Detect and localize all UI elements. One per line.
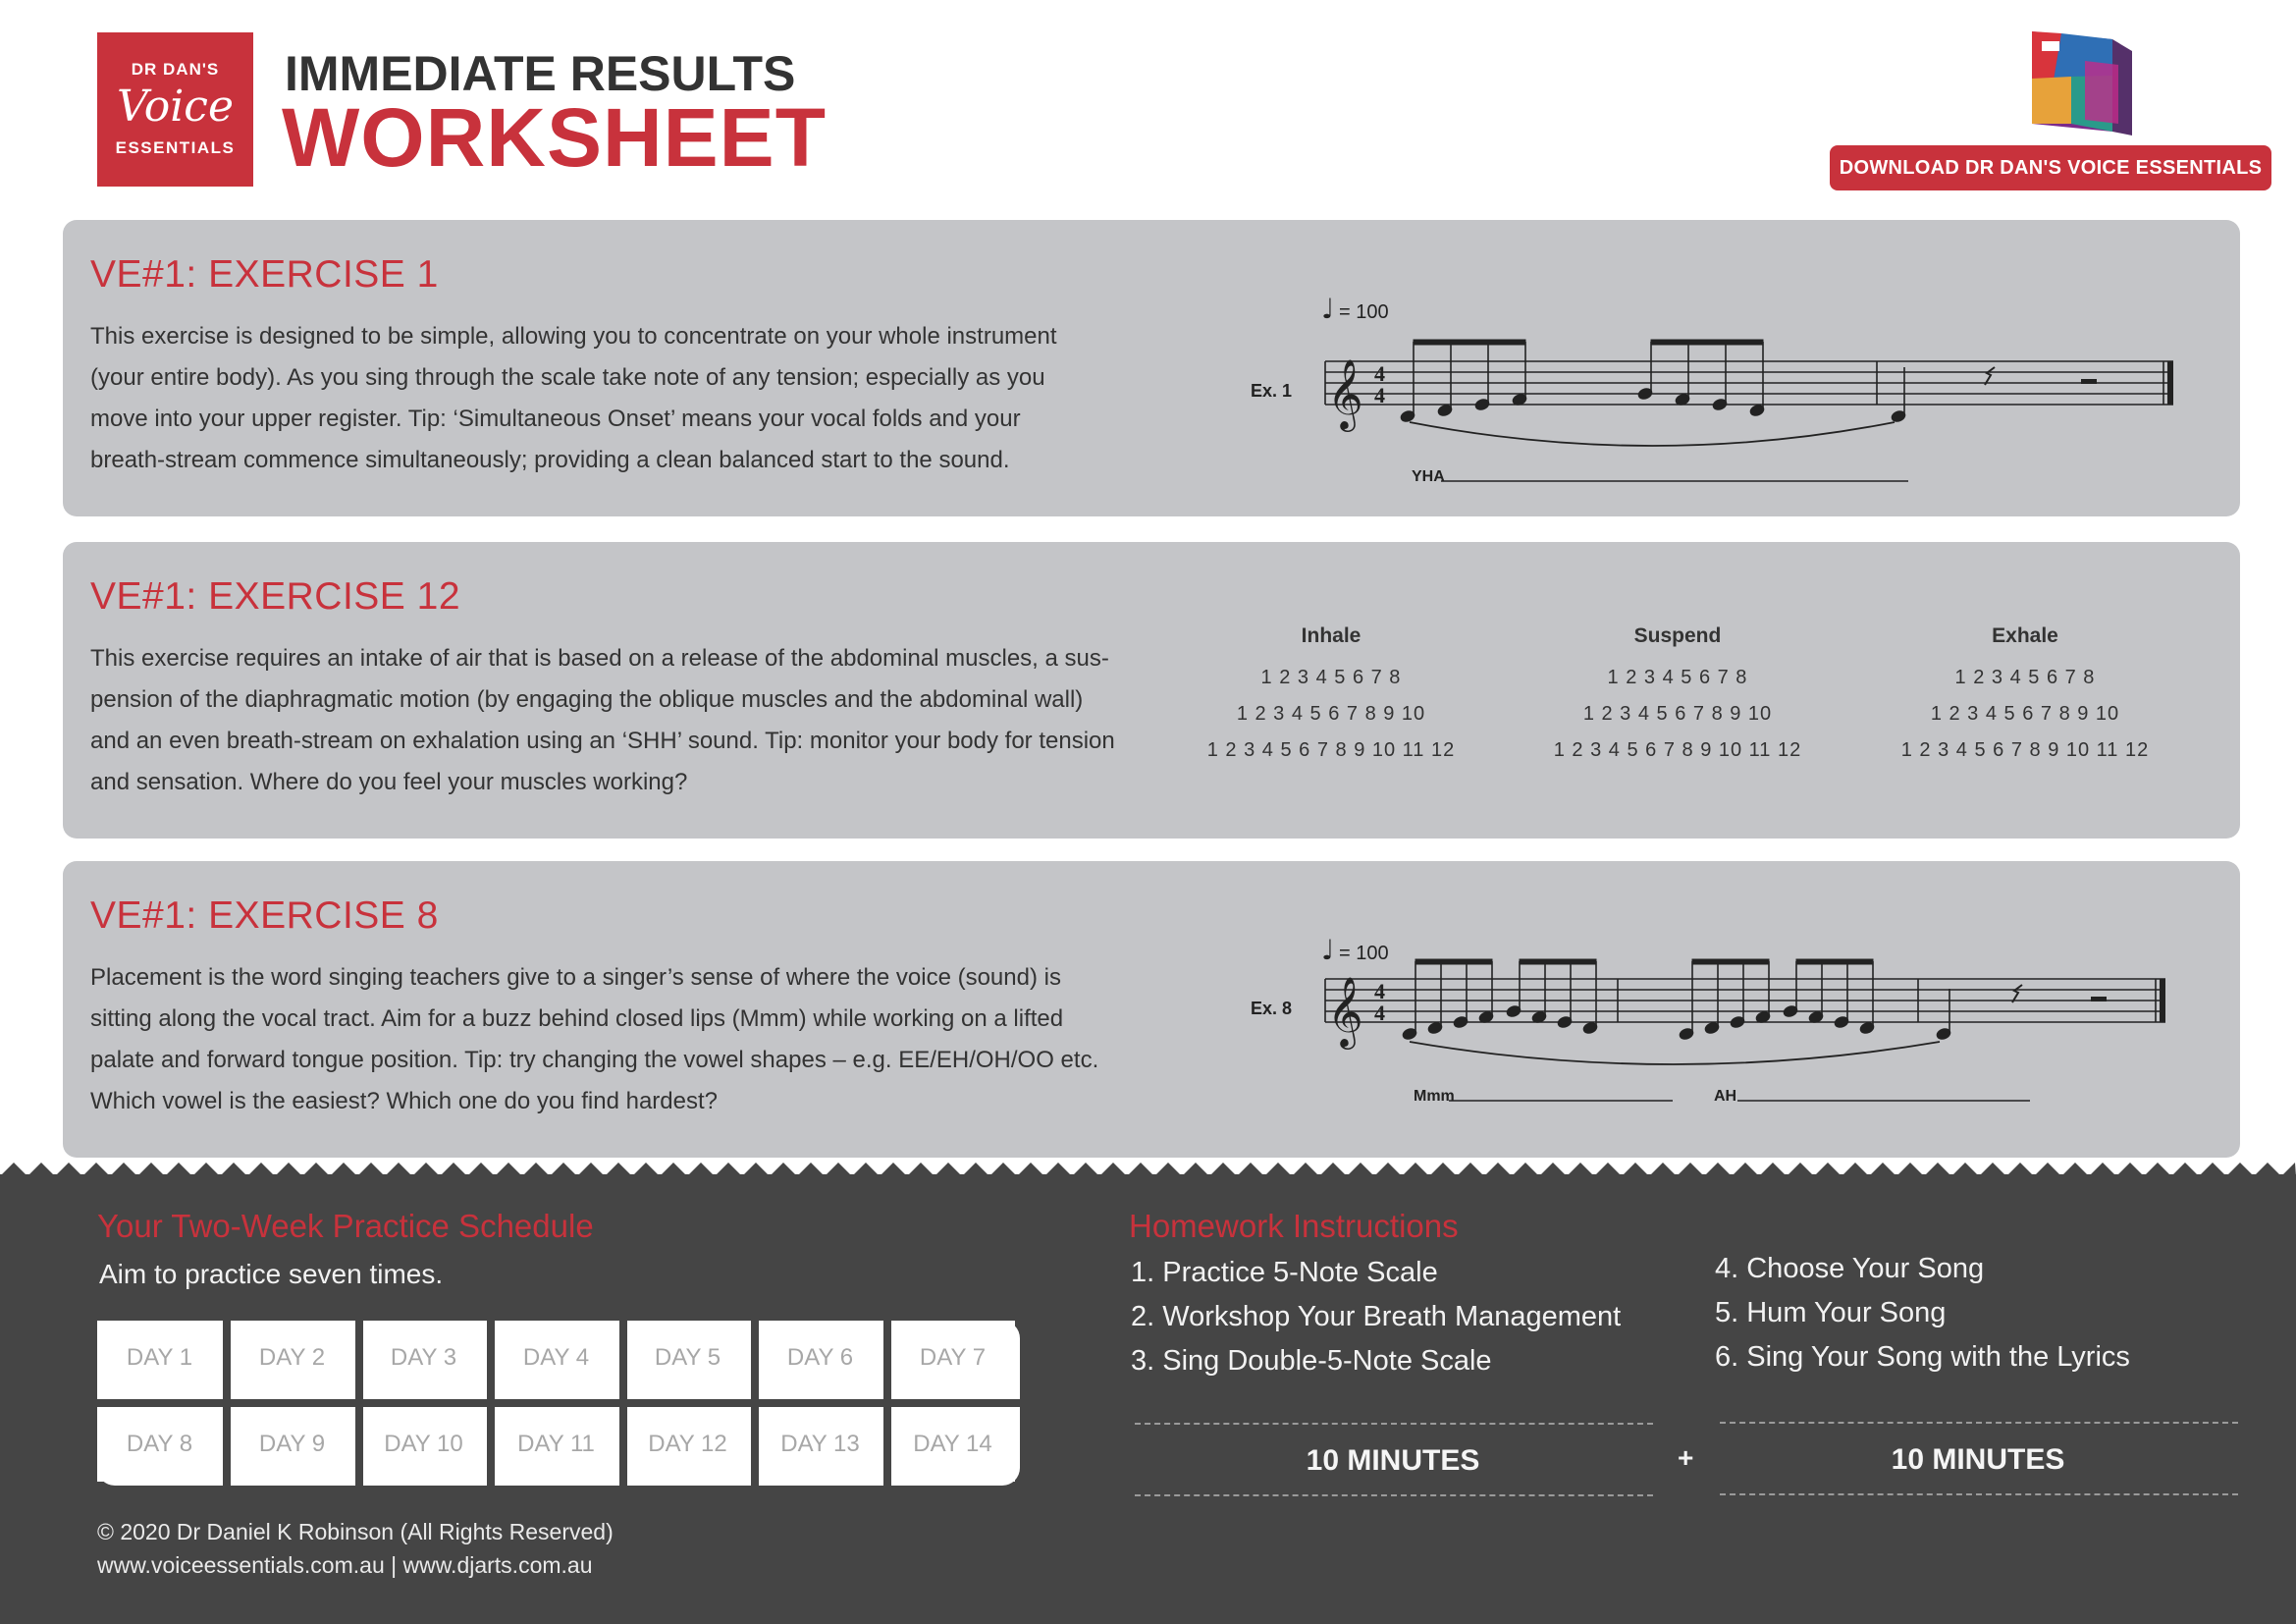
exhale-count-12: 1 2 3 4 5 6 7 8 9 10 11 12 <box>1900 739 2150 761</box>
svg-text:4: 4 <box>1374 361 1385 386</box>
zigzag-edge <box>0 1161 2296 1176</box>
day-6-cell[interactable]: DAY 6 <box>758 1321 882 1395</box>
exercise-1-line-2: (your entire body). As you sing through the scale take note of any tension; especially as you <box>90 364 1045 391</box>
download-button[interactable]: DOWNLOAD DR DAN'S VOICE ESSENTIALS <box>1830 145 2271 190</box>
homework-item-6: 6. Sing Your Song with the Lyrics <box>1715 1341 2130 1373</box>
day-7-cell[interactable]: DAY 7 <box>890 1321 1015 1395</box>
homework-item-5: 5. Hum Your Song <box>1715 1297 1947 1328</box>
lyric-label: YHA <box>1412 468 1445 485</box>
exercise-12-title: VE#1: EXERCISE 12 <box>90 575 461 618</box>
logo-line-1: DR DAN'S <box>131 60 220 79</box>
inhale-count-8: 1 2 3 4 5 6 7 8 <box>1260 667 1402 688</box>
exercise-8-line-2: sitting along the vocal tract. Aim for a buzz behind closed lips (Mmm) while working on a lifted <box>90 1005 1064 1032</box>
lyric-label-mmm: Mmm <box>1414 1088 1455 1105</box>
exhale-count-8: 1 2 3 4 5 6 7 8 <box>1954 667 2096 688</box>
homework-item-4: 4. Choose Your Song <box>1715 1253 1985 1284</box>
exercise-1-title: VE#1: EXERCISE 1 <box>90 253 439 296</box>
dashed-divider <box>1720 1493 2238 1495</box>
homework-item-1: 1. Practice 5-Note Scale <box>1131 1257 1438 1288</box>
day-8-cell[interactable]: DAY 8 <box>97 1407 222 1482</box>
product-box-image[interactable] <box>2002 22 2150 137</box>
suspend-column <box>1530 624 1825 769</box>
homework-item-3: 3. Sing Double-5-Note Scale <box>1131 1345 1492 1377</box>
homework-heading: Homework Instructions <box>1129 1208 1459 1244</box>
exercise-12-line-2: pension of the diaphragmatic motion (by engaging the oblique muscles and the abdominal wall) <box>90 686 1084 713</box>
quarter-note-icon: ♩ <box>1321 934 1335 966</box>
day-12-cell[interactable]: DAY 12 <box>625 1407 750 1482</box>
grid-divider <box>97 1399 1020 1407</box>
lyric-label-ah: AH <box>1714 1088 1737 1105</box>
day-14-cell[interactable]: DAY 14 <box>890 1407 1015 1482</box>
website-links[interactable]: www.voiceessentials.com.au | www.djarts.com.au <box>97 1552 593 1578</box>
tempo-marking: = 100 <box>1339 943 1389 964</box>
day-3-cell[interactable]: DAY 3 <box>361 1321 486 1395</box>
exercise-8-line-4: Which vowel is the easiest? Which one do you find hardest? <box>90 1088 719 1114</box>
exercise-8-title: VE#1: EXERCISE 8 <box>90 894 439 937</box>
exhale-count-10: 1 2 3 4 5 6 7 8 9 10 <box>1930 703 2120 725</box>
practice-days-grid <box>97 1321 1020 1486</box>
day-11-cell[interactable]: DAY 11 <box>494 1407 618 1482</box>
tempo-marking: = 100 <box>1339 301 1389 323</box>
exercise-12-line-4: and sensation. Where do you feel your muscles working? <box>90 769 688 795</box>
note-beam <box>1796 959 1873 964</box>
exercise-8-panel <box>63 861 2240 1158</box>
note-beam <box>1692 959 1769 964</box>
brand-logo <box>97 32 253 187</box>
exhale-heading: Exhale <box>1992 624 2058 647</box>
note-beam <box>1651 340 1763 345</box>
exercise-1-notes <box>1400 340 1907 423</box>
exercise-1-line-1: This exercise is designed to be simple, allowing you to concentrate on your whole instrument <box>90 323 1057 350</box>
inhale-heading: Inhale <box>1301 624 1362 647</box>
note-beam <box>1415 959 1492 964</box>
dashed-divider <box>1135 1494 1653 1496</box>
exercise-12-panel <box>63 542 2240 839</box>
exercise-label: Ex. 1 <box>1251 381 1293 401</box>
dashed-divider <box>1135 1423 1653 1425</box>
minutes-right: 10 MINUTES <box>1891 1443 2065 1476</box>
day-13-cell[interactable]: DAY 13 <box>758 1407 882 1482</box>
minutes-left: 10 MINUTES <box>1306 1444 1480 1477</box>
page-title-line-1: IMMEDIATE RESULTS <box>285 46 796 101</box>
suspend-count-10: 1 2 3 4 5 6 7 8 9 10 <box>1582 703 1773 725</box>
exercise-1-line-3: move into your upper register. Tip: ‘Simultaneous Onset’ means your vocal folds and your <box>90 406 1021 432</box>
exercise-8-notation <box>1182 900 2222 1136</box>
exercise-label: Ex. 8 <box>1251 999 1293 1018</box>
exercise-12-line-1: This exercise requires an intake of air that is based on a release of the abdominal muscles, a sus- <box>90 645 1109 672</box>
day-9-cell[interactable]: DAY 9 <box>230 1407 354 1482</box>
schedule-subtitle: Aim to practice seven times. <box>99 1259 444 1289</box>
schedule-heading: Your Two-Week Practice Schedule <box>97 1208 594 1244</box>
svg-text:4: 4 <box>1374 383 1385 407</box>
exercise-1-panel <box>63 220 2240 516</box>
exhale-column <box>1878 624 2172 769</box>
plus-sign: + <box>1678 1442 1694 1473</box>
exercise-8-line-3: palate and forward tongue position. Tip: try changing the vowel shapes – e.g. EE/EH/OH/OO etc. <box>90 1047 1099 1073</box>
day-1-cell[interactable]: DAY 1 <box>97 1321 222 1395</box>
inhale-column <box>1184 624 1478 769</box>
suspend-count-8: 1 2 3 4 5 6 7 8 <box>1607 667 1748 688</box>
exercise-8-line-1: Placement is the word singing teachers give to a singer’s sense of where the voice (sound) is <box>90 964 1061 991</box>
suspend-heading: Suspend <box>1633 624 1722 647</box>
exercise-1-notation <box>1182 259 2222 495</box>
treble-clef-icon: 𝄞 <box>1327 975 1363 1047</box>
suspend-count-12: 1 2 3 4 5 6 7 8 9 10 11 12 <box>1553 739 1802 761</box>
day-4-cell[interactable]: DAY 4 <box>494 1321 618 1395</box>
day-2-cell[interactable]: DAY 2 <box>230 1321 354 1395</box>
exercise-12-line-3: and an even breath-stream on exhalation using an ‘SHH’ sound. Tip: monitor your body for tension <box>90 728 1115 754</box>
logo-line-2: Voice <box>117 81 234 132</box>
svg-text:4: 4 <box>1374 979 1385 1003</box>
note-beam <box>1520 959 1596 964</box>
page-title-line-2: WORKSHEET <box>282 91 827 184</box>
copyright-text: © 2020 Dr Daniel K Robinson (All Rights Reserved) <box>97 1519 614 1544</box>
logo-line-3: ESSENTIALS <box>115 138 236 157</box>
dashed-divider <box>1720 1422 2238 1424</box>
inhale-count-10: 1 2 3 4 5 6 7 8 9 10 <box>1236 703 1426 725</box>
note-beam <box>1414 340 1525 345</box>
inhale-count-12: 1 2 3 4 5 6 7 8 9 10 11 12 <box>1206 739 1456 761</box>
treble-clef-icon: 𝄞 <box>1327 357 1363 429</box>
homework-item-2: 2. Workshop Your Breath Management <box>1131 1301 1622 1332</box>
svg-text:4: 4 <box>1374 1001 1385 1025</box>
day-10-cell[interactable]: DAY 10 <box>361 1407 486 1482</box>
day-5-cell[interactable]: DAY 5 <box>625 1321 750 1395</box>
quarter-note-icon: ♩ <box>1321 293 1335 325</box>
exercise-1-line-4: breath-stream commence simultaneously; providing a clean balanced start to the sound. <box>90 447 1010 473</box>
